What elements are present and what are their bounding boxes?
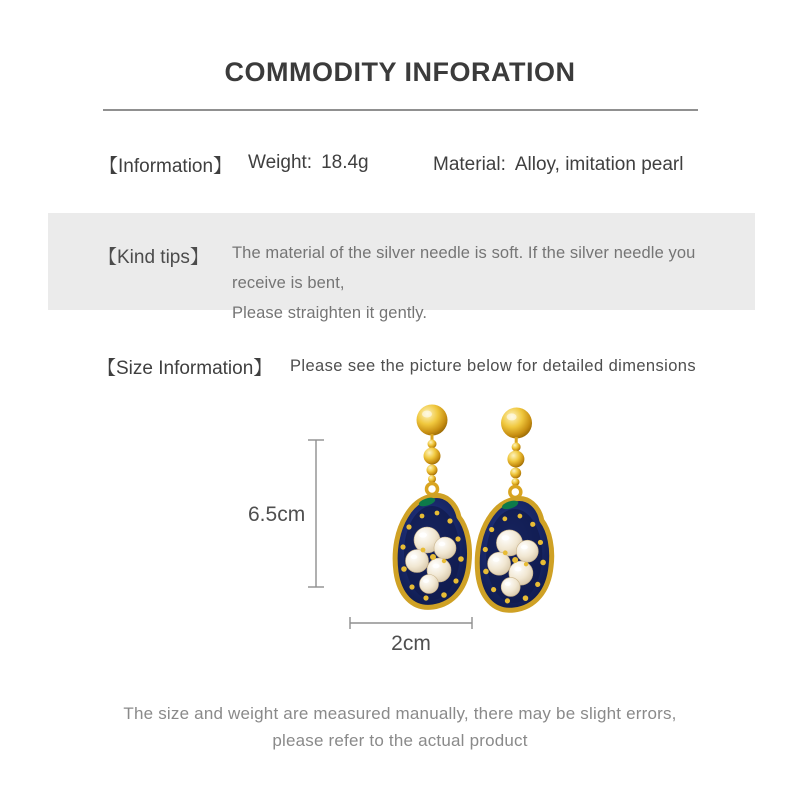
- kind-tips-line-1: The material of the silver needle is soft. If the silver needle you receive is bent,: [232, 244, 696, 292]
- size-info-row: [0, 353, 800, 383]
- kind-tips-label: 【Kind tips】: [98, 247, 209, 268]
- earring-left: [395, 405, 469, 608]
- footer-line-1: The size and weight are measured manually, there may be slight errors,: [123, 704, 677, 723]
- weight-value: 18.4g: [321, 152, 369, 173]
- height-dimension-line: [308, 440, 324, 587]
- footer-line-2: please refer to the actual product: [272, 731, 528, 750]
- kind-tips-line-2: Please straighten it gently.: [232, 304, 428, 322]
- title-divider: [103, 109, 698, 111]
- size-info-label: 【Size Information】: [97, 358, 273, 379]
- page-title: COMMODITY INFORATION: [224, 57, 576, 87]
- weight-pair: [248, 152, 369, 174]
- material-label: Material:: [433, 154, 506, 175]
- info-row: [0, 151, 800, 181]
- info-label: 【Information】: [99, 156, 233, 177]
- material-value: Alloy, imitation pearl: [514, 154, 684, 175]
- kind-tips-box: [48, 213, 755, 322]
- height-dimension-label: 6.5cm: [248, 503, 306, 526]
- size-info-text: Please see the picture below for detailed dimensions: [290, 357, 697, 375]
- earrings-illustration: [395, 405, 554, 611]
- earring-right: [476, 407, 554, 611]
- material-pair: [433, 154, 683, 176]
- product-image: [240, 390, 580, 670]
- width-dimension-label: 2cm: [391, 632, 431, 655]
- weight-label: Weight:: [248, 152, 313, 173]
- width-dimension-line: [350, 617, 472, 629]
- kind-tips-text: [232, 238, 737, 328]
- footer-note: [0, 700, 800, 754]
